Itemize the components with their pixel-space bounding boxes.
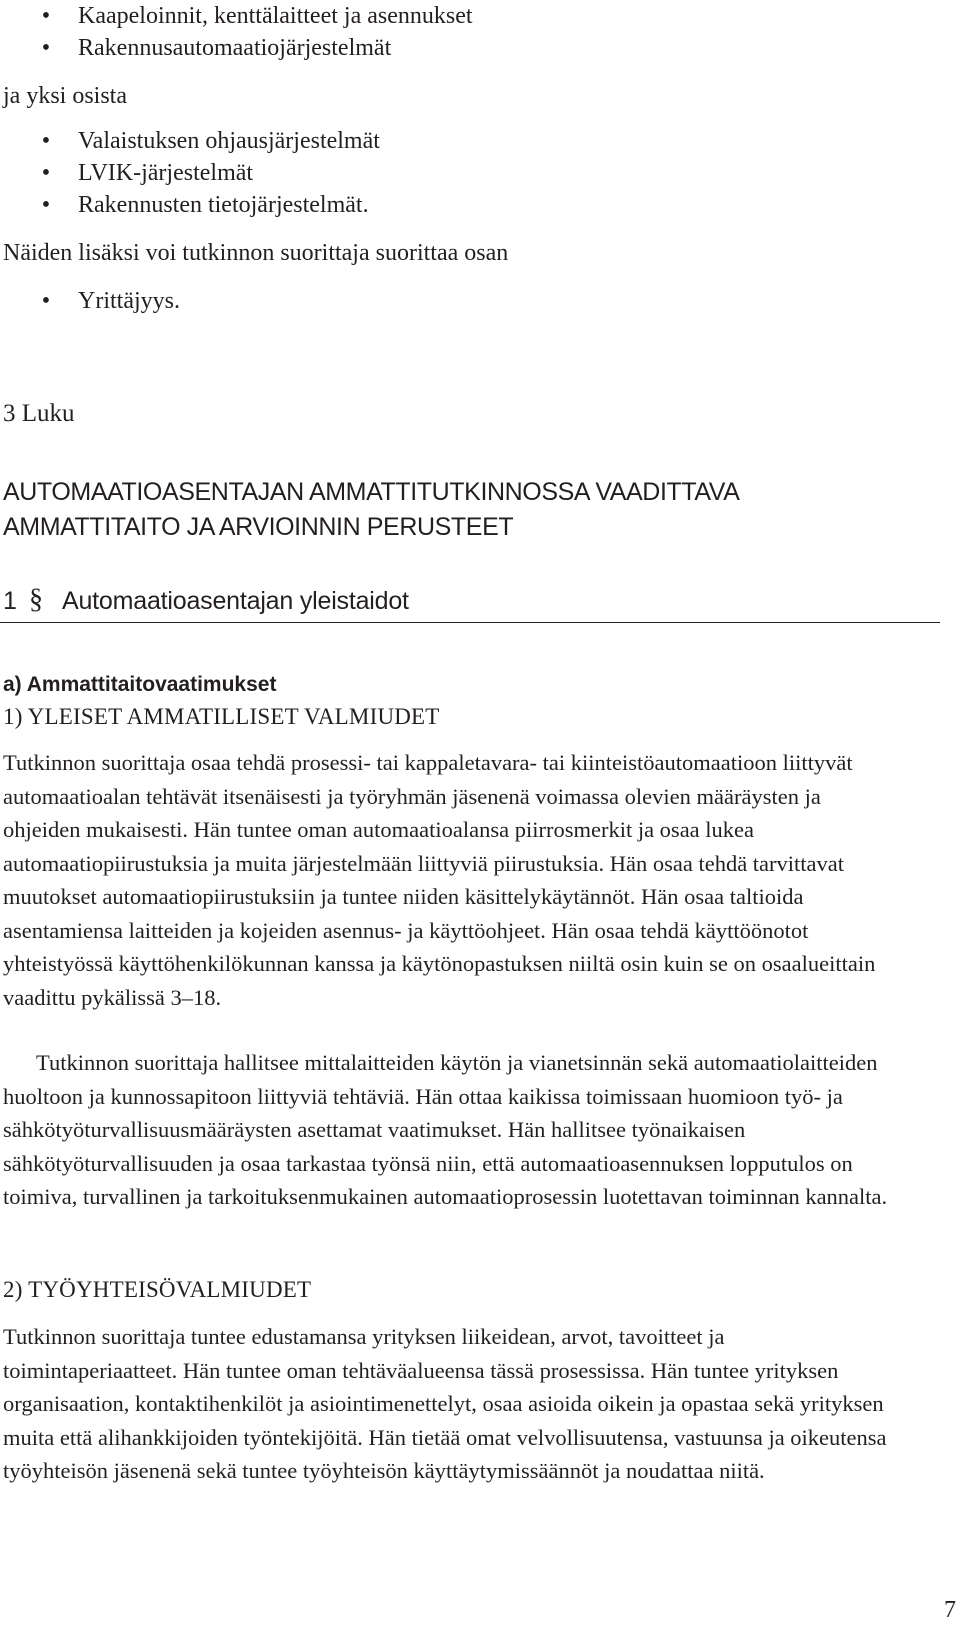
top-bullet-list [0, 0, 473, 64]
bullet-item-entrepreneurship [0, 285, 180, 317]
bullet-icon: • [41, 288, 51, 314]
section-title: Automaatioasentajan yleistaidot [62, 587, 409, 615]
addition-text: Näiden lisäksi voi tutkinnon suorittaja suorittaa osan [3, 240, 509, 266]
bullet-text: Kaapeloinnit, kenttälaitteet ja asennukset [78, 3, 473, 29]
work-community-heading: 2) TYÖYHTEISÖVALMIUDET [3, 1277, 312, 1302]
page-number: 7 [944, 1597, 956, 1623]
bullet-item-lvik-systems [0, 157, 380, 189]
bottom-bullet-list [0, 285, 180, 317]
general-skills-paragraph-2: Tutkinnon suorittaja hallitsee mittalaitteiden käytön ja vianetsinnän sekä automaatiolaitteiden huoltoon ja kunnossapitoon liittyviä tehtäviä. Hän ottaa kaikissa toimissaan huomioon työ- ja sähkötyöturvallisuusmääräysten asettamat vaatimukset. Hän hallitsee työnaikaisen sähkötyöturvallisuuden ja osaa tarkastaa työnsä niin, että automaatioasennuksen lopputulos on toimiva, turvallinen ja tarkoituksenmukainen automaatioprosessin luotettavan toiminnan kannalta. [3, 1050, 888, 1209]
chapter-title-line-2: AMMATTITAITO JA ARVIOINNIN PERUSTEET [3, 513, 514, 541]
chapter-label: 3 Luku [3, 400, 75, 427]
connector-text: ja yksi osista [3, 83, 127, 109]
bullet-text: Valaistuksen ohjausjärjestelmät [78, 128, 380, 154]
bullet-icon: • [41, 128, 51, 154]
bullet-icon: • [41, 3, 51, 29]
bullet-text: Yrittäjyys. [78, 288, 180, 314]
bullet-text: Rakennusautomaatiojärjestelmät [78, 35, 392, 61]
chapter-title [3, 475, 903, 545]
general-skills-paragraph-1: Tutkinnon suorittaja osaa tehdä prosessi- tai kappaletavara- tai kiinteistöautomaatioon liittyvät automaatioalan tehtävät itsenäisesti ja työryhmän jäsenenä voimassa olevien määräysten ja ohjeiden mukaisesti. Hän tuntee oman automaatioalansa piirrosmerkit ja osaa lukea automaatiopiirustuksia ja muita järjestelmään liittyviä piirustuksia. Hän osaa tehdä tarvittavat muutokset automaatiopiirustuksiin ja tuntee niiden käsittelykäytännöt. Hän osaa taltioida asentamiensa laitteiden ja kojeiden asennus- ja käyttöohjeet. Hän osaa tehdä käyttöönotot yhteistyössä käyttöhenkilökunnan kanssa ja käytönopastuksen niiltä osin kuin se on osaalueittain vaadittu pykälissä 3–18. [3, 750, 876, 1010]
bullet-text: Rakennusten tietojärjestelmät. [78, 192, 369, 218]
bullet-text: LVIK-järjestelmät [78, 160, 254, 186]
chapter-title-line-1: AUTOMAATIOASENTAJAN AMMATTITUTKINNOSSA VAADITTAVA [3, 478, 740, 506]
bullet-item-cabling [0, 0, 473, 32]
requirements-subheading: a) Ammattitaitovaatimukset [3, 673, 277, 696]
bullet-item-building-information [0, 189, 380, 221]
bullet-icon: • [41, 35, 51, 61]
bullet-item-building-automation [0, 32, 473, 64]
bullet-icon: • [41, 160, 51, 186]
section-mark-icon: § [29, 584, 43, 615]
bullet-item-lighting-control [0, 125, 380, 157]
bullet-icon: • [41, 192, 51, 218]
work-community-paragraph: Tutkinnon suorittaja tuntee edustamansa yrityksen liikeidean, arvot, tavoitteet ja toimintaperiaatteet. Hän tuntee oman tehtäväalueensa tässä prosessissa. Hän tuntee yrityksen organisaation, kontaktihenkilöt ja asiointimenettelyt, osaa asioida oikein ja opastaa sekä yrityksen muita että alihankkijoiden työntekijöitä. Hän tietää omat velvollisuutensa, vastuunsa ja oikeutensa työyhteisön jäsenenä sekä tuntee työyhteisön käyttäytymissäännöt ja noudattaa niitä. [3, 1324, 887, 1483]
middle-bullet-list [0, 125, 380, 221]
general-skills-heading: 1) YLEISET AMMATILLISET VALMIUDET [3, 704, 440, 729]
section-number: 1 [3, 587, 17, 615]
section-heading [0, 578, 940, 623]
